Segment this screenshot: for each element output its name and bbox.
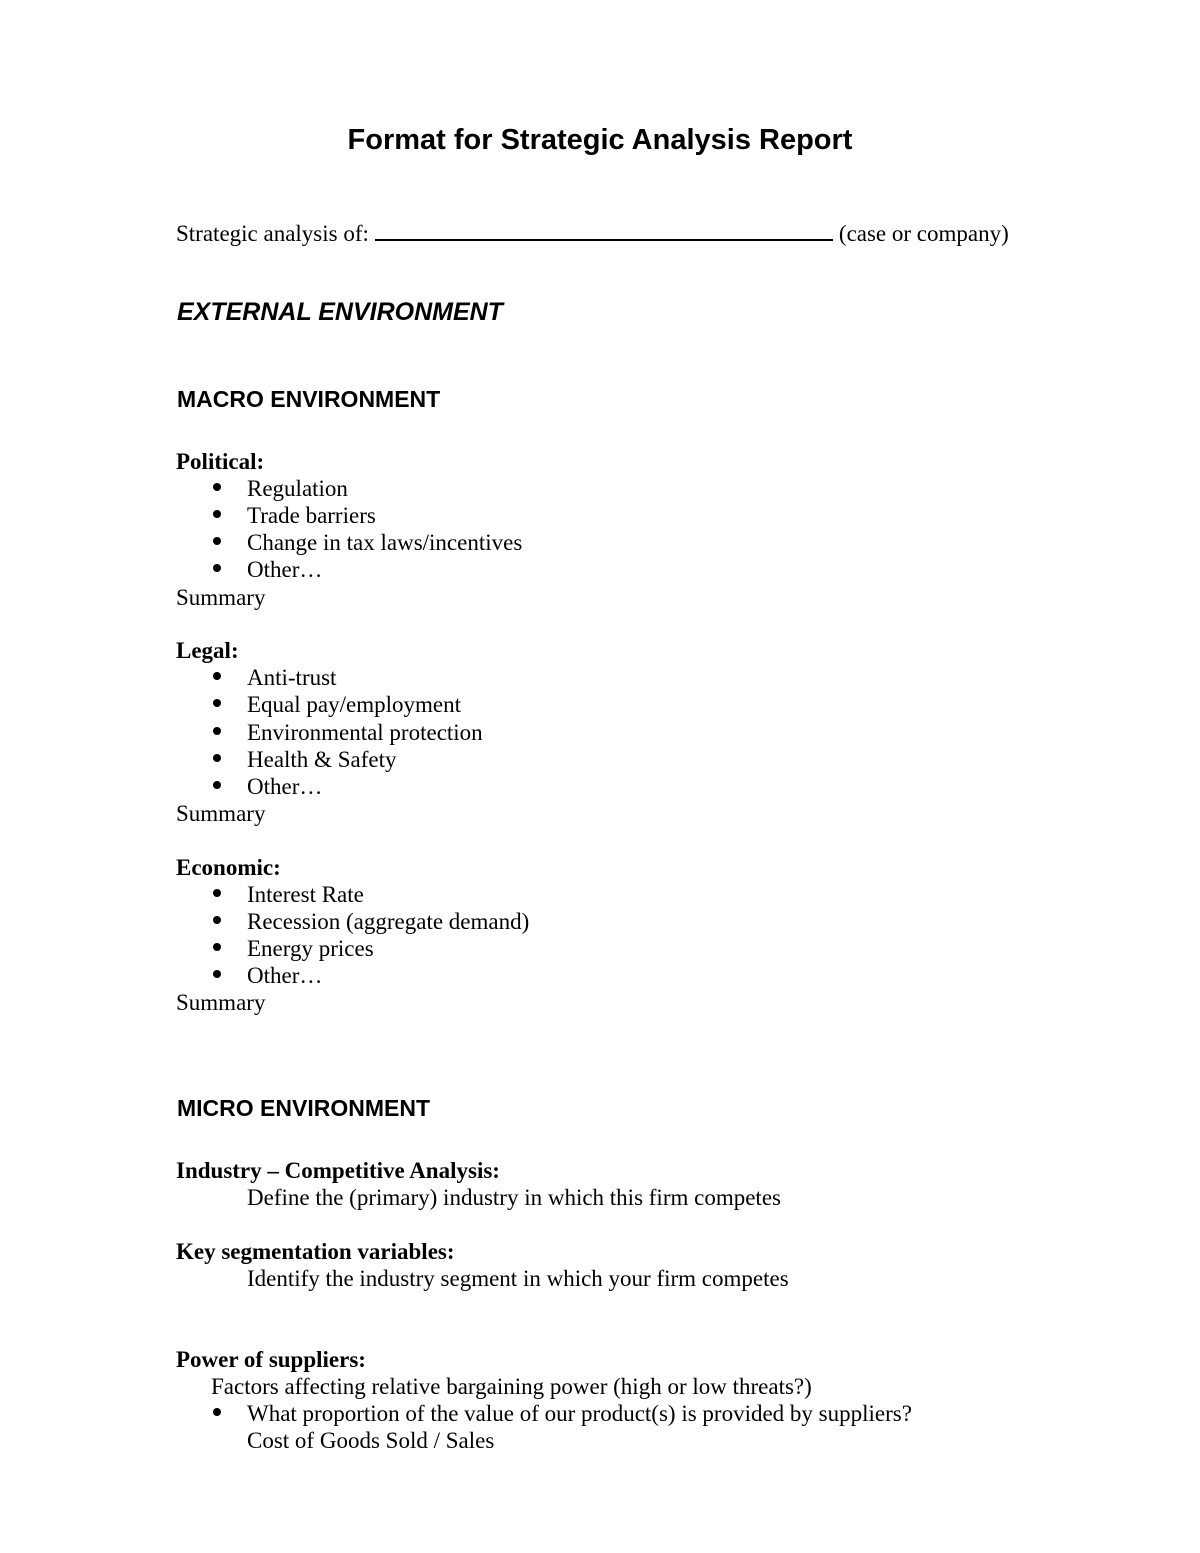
fill-in-blank xyxy=(375,223,833,241)
political-label: Political: xyxy=(176,449,265,474)
bullet-icon xyxy=(213,672,221,680)
bullet-icon xyxy=(213,510,221,518)
list-item: Other… xyxy=(247,774,323,799)
document-title: Format for Strategic Analysis Report xyxy=(347,124,853,156)
micro-environment-heading: MICRO ENVIRONMENT xyxy=(177,1095,430,1121)
list-item: Anti-trust xyxy=(247,665,337,690)
bullet-icon xyxy=(213,537,221,545)
political-summary: Summary xyxy=(176,585,266,610)
legal-label: Legal: xyxy=(176,638,239,663)
bullet-icon xyxy=(213,781,221,789)
segmentation-label: Key segmentation variables: xyxy=(176,1239,455,1264)
suppliers-label: Power of suppliers: xyxy=(176,1347,366,1372)
segmentation-text: Identify the industry segment in which your firm competes xyxy=(247,1266,789,1291)
suppliers-text: Factors affecting relative bargaining power (high or low threats?) xyxy=(211,1374,812,1399)
industry-text: Define the (primary) industry in which this firm competes xyxy=(247,1185,781,1210)
bullet-icon xyxy=(213,943,221,951)
analysis-of-line xyxy=(176,222,1009,245)
industry-label: Industry – Competitive Analysis: xyxy=(176,1158,500,1183)
list-item: Regulation xyxy=(247,476,348,501)
bullet-icon xyxy=(213,889,221,897)
list-item: Interest Rate xyxy=(247,882,364,907)
list-item: Other… xyxy=(247,557,323,582)
bullet-icon xyxy=(213,699,221,707)
bullet-icon xyxy=(213,916,221,924)
analysis-of-suffix: (case or company) xyxy=(838,221,1009,246)
external-environment-heading: EXTERNAL ENVIRONMENT xyxy=(177,298,503,326)
bullet-icon xyxy=(213,1408,221,1416)
list-item: Equal pay/employment xyxy=(247,692,461,717)
list-item: Environmental protection xyxy=(247,720,483,745)
bullet-icon xyxy=(213,754,221,762)
list-item: Trade barriers xyxy=(247,503,376,528)
list-item-continuation: Cost of Goods Sold / Sales xyxy=(247,1428,495,1453)
list-item: Health & Safety xyxy=(247,747,397,772)
legal-summary: Summary xyxy=(176,801,266,826)
analysis-of-label: Strategic analysis of: xyxy=(176,221,369,246)
list-item: Other… xyxy=(247,963,323,988)
economic-summary: Summary xyxy=(176,990,266,1015)
macro-environment-heading: MACRO ENVIRONMENT xyxy=(177,386,441,412)
list-item: Recession (aggregate demand) xyxy=(247,909,530,934)
bullet-icon xyxy=(213,564,221,572)
economic-label: Economic: xyxy=(176,855,281,880)
list-item: Change in tax laws/incentives xyxy=(247,530,523,555)
bullet-icon xyxy=(213,970,221,978)
list-item: Energy prices xyxy=(247,936,374,961)
list-item: What proportion of the value of our product(s) is provided by suppliers? xyxy=(247,1401,912,1426)
bullet-icon xyxy=(213,483,221,491)
bullet-icon xyxy=(213,727,221,735)
